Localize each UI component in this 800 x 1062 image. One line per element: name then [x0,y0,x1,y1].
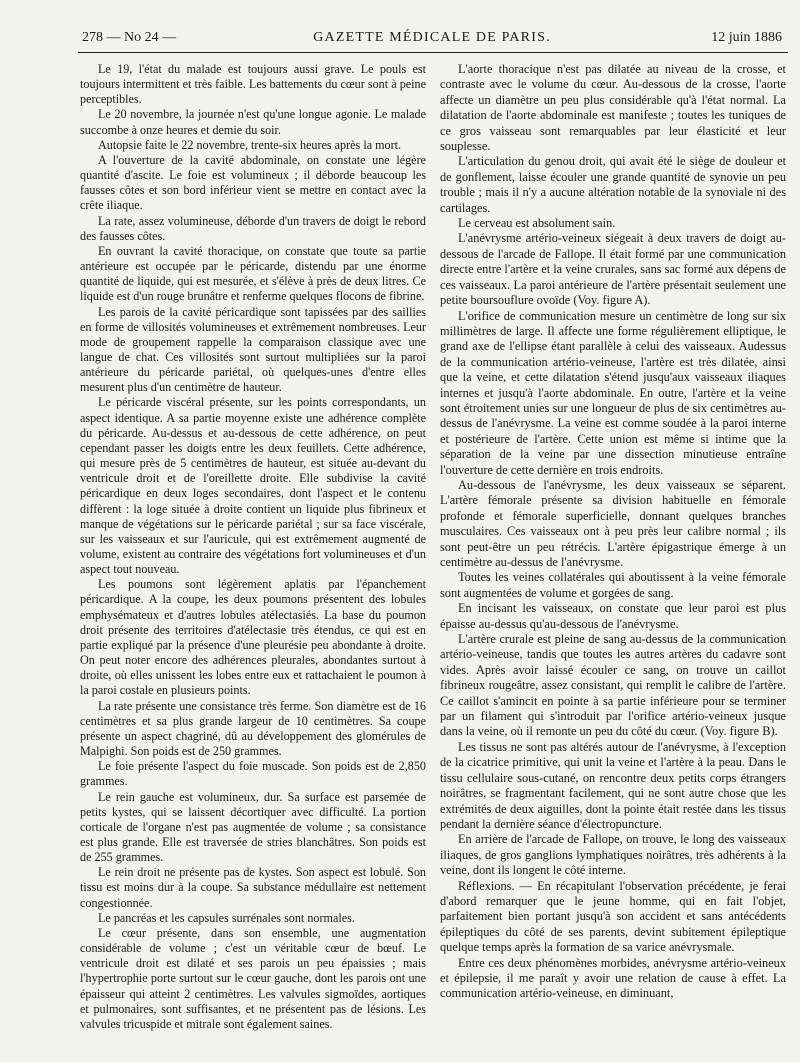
paragraph: Au-dessous de l'anévrysme, les deux vaisseaux se séparent. L'artère fémorale présente sa division habituelle en fémorale profonde et fémorale superficielle, donnant quelques branches musculaires. Ces vaisseaux ont à peu près leur calibre normal ; ils sont peut-être un peu rétrécis. L'artère épigastrique émerge à un centimètre au-dessus de l'anévrysme. [440,477,786,569]
paragraph: Le rein droit ne présente pas de kystes. Son aspect est lobulé. Son tissu est moins dur à la coupe. Sa substance médullaire est nettement congestionnée. [80,865,426,910]
paragraph: Les tissus ne sont pas altérés autour de l'anévrysme, à l'exception de la cicatrice primitive, qui unit la veine et l'artère à la peau. Dans le tissu cellulaire sous-cutané, on rencontre deux petits corps étrangers noirâtres, se fragmentant facilement, qui ne sont autre chose que les extrémités de deux aiguilles, dont la pointe était restée dans les tissus pendant la dernière séance d'électropuncture. [440,739,786,831]
paragraph: Les poumons sont légèrement aplatis par l'épanchement péricardique. A la coupe, les deux poumons présentent des lobules emphysémateux et d'autres lobules atélectasiés. La base du poumon droit présente des territoires d'atélectasie très étendus, ce qui est en partie expliqué par la présence d'une pleurésie peu abondante à droite. On peut noter encore des adhérences pleurales, abondantes surtout à droite, où elles unissent les lobes entre eux et rattachaient le poumon à la paroi costale en plusieurs points. [80,577,426,698]
issue-date: 12 juin 1886 [711,30,782,45]
paragraph: L'aorte thoracique n'est pas dilatée au niveau de la crosse, et contraste avec le volume du cœur. Au-dessous de la crosse, l'aorte affecte un diamètre un peu plus considérable qu'à l'état normal. La dilatation de l'aorte abdominale est manifeste ; toutes les tuniques de ce gros vaisseau sont remarquables par leur élasticité et leur souplesse. [440,62,786,154]
paragraph: Le rein gauche est volumineux, dur. Sa surface est parsemée de petits kystes, qui se laissent décortiquer avec difficulté. La portion corticale de l'organe n'est pas augmentée de volume ; sa consistance est plus grande. Elle est traversée de stries blanchâtres. Son poids est de 255 grammes. [80,789,426,865]
paragraph: Le foie présente l'aspect du foie muscade. Son poids est de 2,850 grammes. [80,759,426,789]
paragraph: La rate, assez volumineuse, déborde d'un travers de doigt le rebord des fausses côtes. [80,213,426,243]
paragraph: En arrière de l'arcade de Fallope, on trouve, le long des vaisseaux iliaques, de gros ganglions lymphatiques noirâtres, très adhérents à la veine, dont ils longent le côté interne. [440,832,786,878]
paragraph: Le péricarde viscéral présente, sur les points correspondants, un aspect identique. A sa partie moyenne existe une adhérence complète du péricarde. Au-dessus et au-dessous de cette adhérence, on peut cependant passer les doigts entre les deux feuillets. Cette adhérence, qui mesure près de 5 centimètres de hauteur, est située au-devant du ventricule droit et de l'oreillette droite. Elle subdivise la cavité péricardique en deux loges secondaires, dont l'aspect et le contenu diffèrent : la loge située à droite contient un liquide plus fibrineux et manque de végétations sur le péricarde pariétal ; sur sa face viscérale, sur les vaisseaux et sur l'auricule, qui est extrêmement augmenté de volume, existent au contraire des végétations fort volumineuses et d'un aspect tout nouveau. [80,395,426,577]
paragraph: Entre ces deux phénomènes morbides, anévrysme artério-veineux et épilepsie, il me paraît y avoir une relation de cause à effet. La communication artério-veineuse, en diminuant, [440,955,786,1001]
page-number: 278 — No 24 — [82,30,177,45]
paragraph: Les parois de la cavité péricardique sont tapissées par des saillies en forme de villosités volumineuses et extrêmement nombreuses. Leur mode de groupement rappelle la comparaison classique avec une langue de chat. Ces villosités sont surtout multipliées sur la paroi antérieure du péricarde pariétal, où quelques-unes d'entre elles mesurent plus d'un centimètre de hauteur. [80,304,426,395]
paragraph: En ouvrant la cavité thoracique, on constate que toute sa partie antérieure est occupée par le péricarde, distendu par une énorme quantité de liquide, qui est mesurée, et s'élève à près de deux litres. Ce liquide est d'un rouge brunâtre et renferme quelques flocons de fibrine. [80,243,426,304]
header-rule [78,52,788,53]
paragraph: Le 19, l'état du malade est toujours aussi grave. Le pouls est toujours intermittent et très faible. Les battements du cœur sont à peine perceptibles. [80,62,426,107]
paragraph: L'articulation du genou droit, qui avait été le siège de douleur et de gonflement, laisse écouler une grande quantité de synovie un peu trouble ; mais il n'y a aucune altération notable de la synoviale ni des cartilages. [440,154,786,215]
paragraph: A l'ouverture de la cavité abdominale, on constate une légère quantité d'ascite. Le foie est volumineux ; il déborde beaucoup les fausses côtes et son bord inférieur vient se mettre en contact avec la crête iliaque. [80,152,426,213]
paragraph: La rate présente une consistance très ferme. Son diamètre est de 16 centimètres et sa plus grande largeur de 10 centimètres. Sa coupe présente un aspect chagriné, dû au développement des glomérules de Malpighi. Son poids est de 250 grammes. [80,698,426,759]
paragraph: Toutes les veines collatérales qui aboutissent à la veine fémorale sont augmentées de volume et gorgées de sang. [440,570,786,600]
paragraph: En incisant les vaisseaux, on constate que leur paroi est plus épaisse au-dessus qu'au-dessous de l'anévrysme. [440,601,786,631]
paragraph: L'orifice de communication mesure un centimètre de long sur six millimètres de large. Il affecte une forme régulièrement elliptique, le grand axe de l'ellipse étant parallèle à celui des vaisseaux. Audessus de la communication artério-veineuse, l'artère est très dilatée, ainsi que la veine, et cette dilatation s'étend jusqu'aux vaisseaux iliaques internes et jusqu'à l'aorte abdominale. En outre, l'artère et la veine sont étroitement unies sur une longueur de plus de six centimètres au-dessus de l'anévrysme. La veine est comme soudée à la paroi interne et postérieure de l'artère. Cette union est même si intime que la séparation de la veine par une dissection minutieuse entraîne l'ouverture de cette dernière en trois endroits. [440,308,786,477]
left-column [80,62,426,1032]
page-header [82,30,782,50]
paragraph: L'artère crurale est pleine de sang au-dessus de la communication artério-veineuse, tandis que toutes les autres artères du cadavre sont vides. Après avoir laissé écouler ce sang, on trouve un caillot fibrineux rougeâtre, assez consistant, qui remplit le calibre de l'artère. Ce caillot s'amincit en pointe à sa partie inférieure pour se terminer par un filament qui s'introduit par l'orifice artério-veineux jusque dans la veine, où il remonte un peu du côté du cœur. (Voy. figure B). [440,632,786,739]
paragraph: Le cœur présente, dans son ensemble, une augmentation considérable de volume ; c'est un véritable cœur de bœuf. Le ventricule droit est dilaté et ses parois un peu épaissies ; mais l'hypertrophie porte surtout sur le cœur gauche, dont les parois ont une épaisseur qui atteint 2 centimètres. Les valvules sigmoïdes, aortiques et pulmonaires, sont suffisantes, et ne présentent pas de lésions. Les valvules tricuspide et mitrale sont également saines. [80,925,426,1031]
paragraph: Réflexions. — En récapitulant l'observation précédente, je ferai d'abord remarquer que le jeune homme, qui en fait l'objet, parfaitement bien portant jusqu'à son accident et sans antécédents épileptiques du côté de ses parents, devint subitement épileptique quelque temps après la formation de sa varice anévrysmale. [440,878,786,955]
paragraph: Autopsie faite le 22 novembre, trente-six heures après la mort. [98,137,402,152]
paragraph: Le cerveau est absolument sain. [458,216,616,231]
paragraph: Le pancréas et les capsules surrénales sont normales. [98,910,355,925]
right-column [440,62,786,1002]
paragraph: L'anévrysme artério-veineux siégeait à deux travers de doigt au-dessous de l'arcade de Fallope. Il était formé par une communication directe entre l'artère et la veine crurales, sans sac formé aux dépens de ces vaisseaux. La paroi antérieure de l'artère présentait seulement une petite boursouflure ovoïde (Voy. figure A). [440,231,786,308]
paragraph: Le 20 novembre, la journée n'est qu'une longue agonie. Le malade succombe à onze heures et demie du soir. [80,107,426,137]
journal-title: GAZETTE MÉDICALE DE PARIS. [313,30,551,45]
